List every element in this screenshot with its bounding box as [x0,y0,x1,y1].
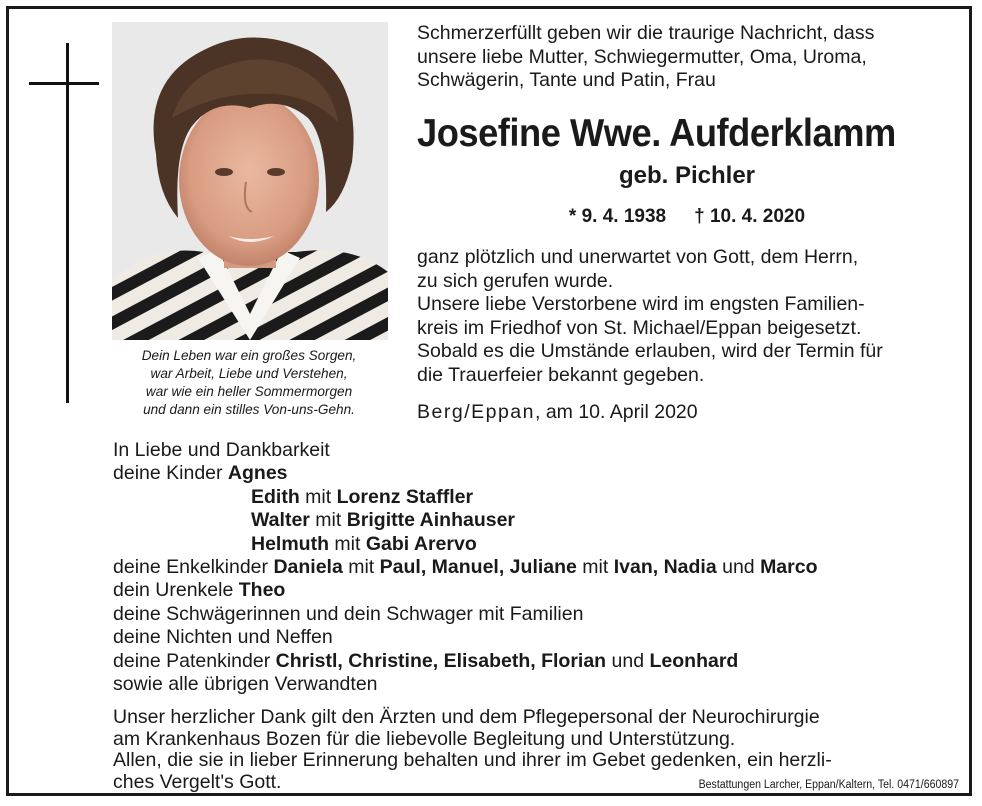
child-name: Agnes [227,462,288,485]
announcement-intro [417,22,967,93]
intro-line: Schwägerin, Tante und Patin, Frau [417,69,716,91]
intro-line: Schmerzerfüllt geben wir die traurige Nachricht, dass [417,22,875,44]
announcement-body [417,246,972,387]
cross-icon [66,43,69,403]
great-grandchild-label: dein Urenkele [113,579,239,602]
children-line [113,462,973,485]
children-label: deine Kinder [113,462,228,485]
with-word: mit [309,509,347,532]
body-line: ganz plötzlich und unerwartet von Gott, dem Herrn, [417,246,859,268]
closing-line: am Krankenhaus Bozen für die liebevolle Begleitung und Unterstützung. [113,727,736,750]
death-date: † 10. 4. 2020 [694,206,806,227]
place-date-line [417,401,972,425]
and-word: und [606,649,650,672]
grandchildren-label: deine Enkelkinder [113,556,274,579]
godchildren-line [113,650,973,673]
closing-line: Unser herzlicher Dank gilt den Ärzten und dem Pflegepersonal der Neurochirurgie [113,706,820,728]
date-text: , am 10. April 2020 [535,401,698,423]
place-name: Berg/Eppan [417,401,535,423]
godchildren-names: Christl, Christine, Elisabeth, Florian [275,649,607,672]
mourners-list [113,439,973,696]
grandchild-family: Ivan, Nadia [613,556,717,579]
birth-date: * 9. 4. 1938 [568,206,667,227]
children-line [113,486,973,509]
maiden-name: geb. Pichler [618,162,756,189]
poem-line: Dein Leben war ein großes Sorgen, [141,348,357,363]
cross-icon-bar [29,82,99,85]
with-word: mit [342,556,380,579]
portrait-photo [112,22,388,340]
nieces-line: deine Nichten und Neffen [113,626,333,649]
godchildren-label: deine Patenkinder [113,649,276,672]
partner-name: Lorenz Staffler [336,485,474,508]
partner-name: Brigitte Ainhauser [346,509,516,532]
poem-line: war Arbeit, Liebe und Verstehen, [150,366,348,381]
great-grandchild-line [113,579,973,602]
life-dates [417,205,957,229]
with-word: mit [576,556,614,579]
obituary-page [6,6,972,796]
mourners-opening: In Liebe und Dankbarkeit [113,439,330,461]
relatives-line: sowie alle übrigen Verwandten [113,673,378,696]
closing-line: Allen, die sie in lieber Erinnerung behalten und ihrer im Gebet gedenken, ein herzli- [113,749,832,771]
grandchild-name: Daniela [273,556,343,579]
deceased-name: Josefine Wwe. Aufderklamm [417,112,896,155]
closing-line: ches Vergelt's Gott. [113,770,282,793]
poem-line: und dann ein stilles Von-uns-Gehn. [143,402,355,417]
grandchild-family: Paul, Manuel, Juliane [379,556,577,579]
children-line [113,509,973,532]
godchild-name: Leonhard [649,649,739,672]
body-line: die Trauerfeier bekannt gegeben. [417,363,705,386]
grandchild-name: Marco [760,556,818,579]
body-line: Sobald es die Umstände erlauben, wird der Termin für [417,340,883,362]
child-name: Helmuth [251,532,329,555]
with-word: mit [299,485,337,508]
body-line: kreis im Friedhof von St. Michael/Eppan beigesetzt. [417,316,862,339]
in-laws-line: deine Schwägerinnen und dein Schwager mit Familien [113,602,584,625]
body-line: Unsere liebe Verstorbene wird im engsten Familien- [417,293,865,315]
with-word: mit [329,532,366,555]
partner-name: Gabi Arervo [365,532,477,555]
undertaker-credit: Bestattungen Larcher, Eppan/Kaltern, Tel. 0471/660897 [698,779,959,791]
child-name: Walter [251,509,310,532]
poem-line: war wie ein heller Sommermorgen [145,384,353,399]
children-line [113,533,973,556]
intro-line: unsere liebe Mutter, Schwiegermutter, Oma, Uroma, [417,45,867,68]
grandchildren-line [113,556,973,579]
memorial-poem [104,347,394,419]
great-grandchild-name: Theo [238,579,286,602]
and-word: und [716,556,761,579]
body-line: zu sich gerufen wurde. [417,269,614,292]
child-name: Edith [251,485,300,508]
